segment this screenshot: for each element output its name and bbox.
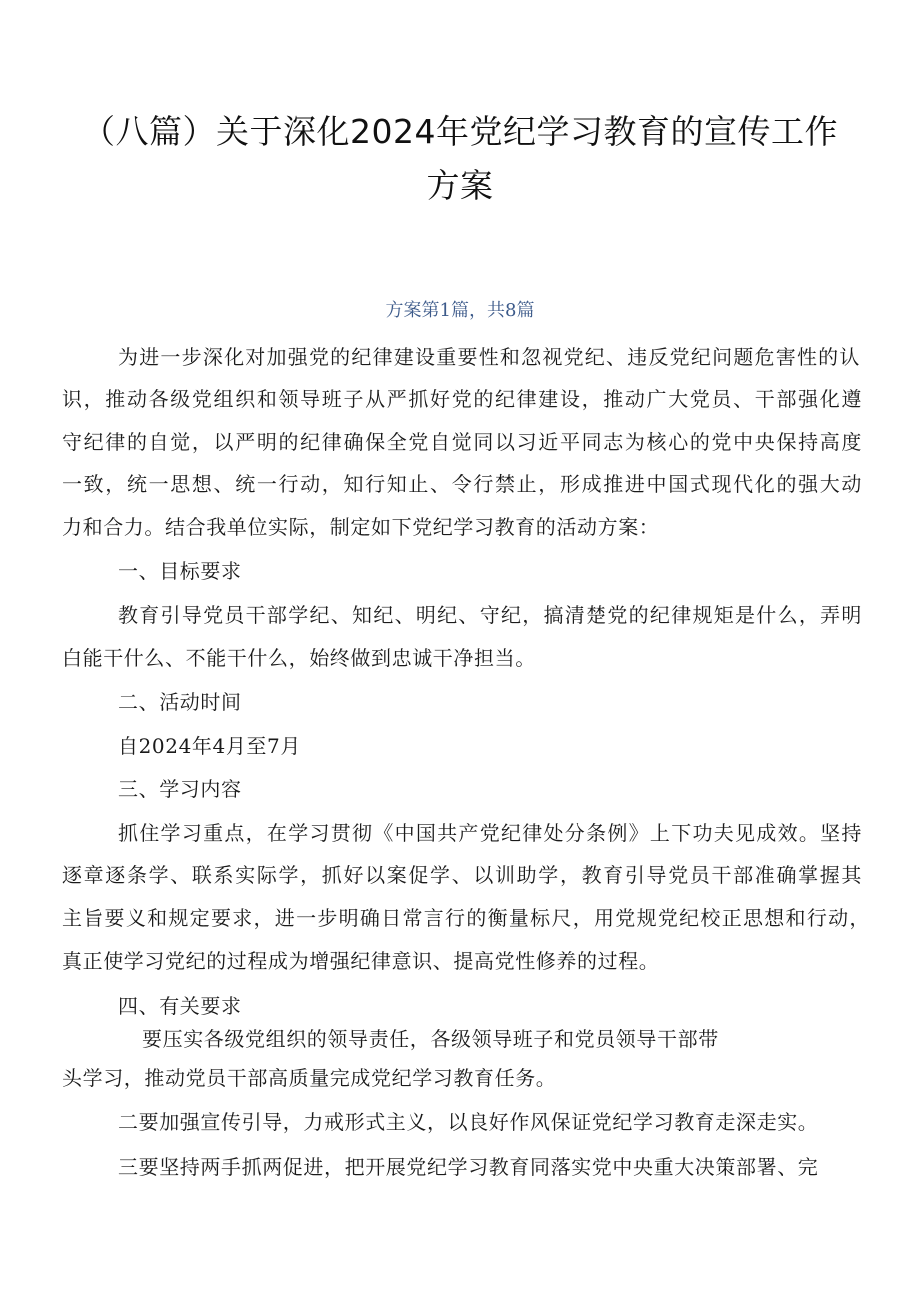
- paragraph-line: 头学习，推动党员干部高质量完成党纪学习教育任务。: [62, 1066, 557, 1090]
- section-heading: 一、目标要求: [118, 559, 242, 583]
- paragraph-line: 抓住学习重点，在学习贯彻《中国共产党纪律处分条例》上下功夫见成效。坚持: [118, 821, 862, 845]
- paragraph-line: 白能干什么、不能干什么，始终做到忠诚干净担当。: [62, 646, 536, 670]
- section-heading: 二、活动时间: [118, 690, 242, 714]
- paragraph-line: 三要坚持两手抓两促进，把开展党纪学习教育同落实党中央重大决策部署、完: [118, 1155, 819, 1179]
- section-heading: 四、有关要求: [118, 994, 242, 1018]
- paragraph-line: 主旨要义和规定要求，进一步明确日常言行的衡量标尺，用党规党纪校正思想和行动，: [62, 906, 870, 930]
- paragraph-line: 守纪律的自觉，以严明的纪律确保全党自觉同以习近平同志为核心的党中央保持高度: [62, 430, 862, 454]
- paragraph-line: 为进一步深化对加强党的纪律建设重要性和忽视党纪、违反党纪问题危害性的认: [118, 345, 860, 369]
- section-heading: 三、学习内容: [118, 777, 242, 801]
- paragraph-line: 自2024年4月至7月: [118, 734, 301, 758]
- paragraph-line: 识，推动各级党组织和领导班子从严抓好党的纪律建设，推动广大党员、干部强化遵: [62, 387, 862, 411]
- paragraph-line: 力和合力。结合我单位实际，制定如下党纪学习教育的活动方案：: [62, 515, 660, 539]
- paragraph-line: 教育引导党员干部学纪、知纪、明纪、守纪，搞清楚党的纪律规矩是什么，弄明: [118, 603, 862, 627]
- paragraph-line: 要压实各级党组织的领导责任，各级领导班子和党员领导干部带: [142, 1027, 719, 1051]
- paragraph-line: 逐章逐条学、联系实际学，抓好以案促学、以训助学，教育引导党员干部准确掌握其: [62, 863, 862, 887]
- paragraph-line: 二要加强宣传引导，力戒形式主义，以良好作风保证党纪学习教育走深走实。: [118, 1110, 819, 1134]
- paragraph-line: 一致，统一思想、统一行动，知行知止、令行禁止，形成推进中国式现代化的强大动: [62, 472, 862, 496]
- paragraph-line: 真正使学习党纪的过程成为增强纪律意识、提高党性修养的过程。: [62, 949, 660, 973]
- document-subtitle: 方案第1篇，共8篇: [385, 300, 535, 321]
- document-title-line-1: （八篇）关于深化2024年党纪学习教育的宣传工作: [82, 112, 838, 151]
- document-title-line-2: 方案: [426, 166, 494, 205]
